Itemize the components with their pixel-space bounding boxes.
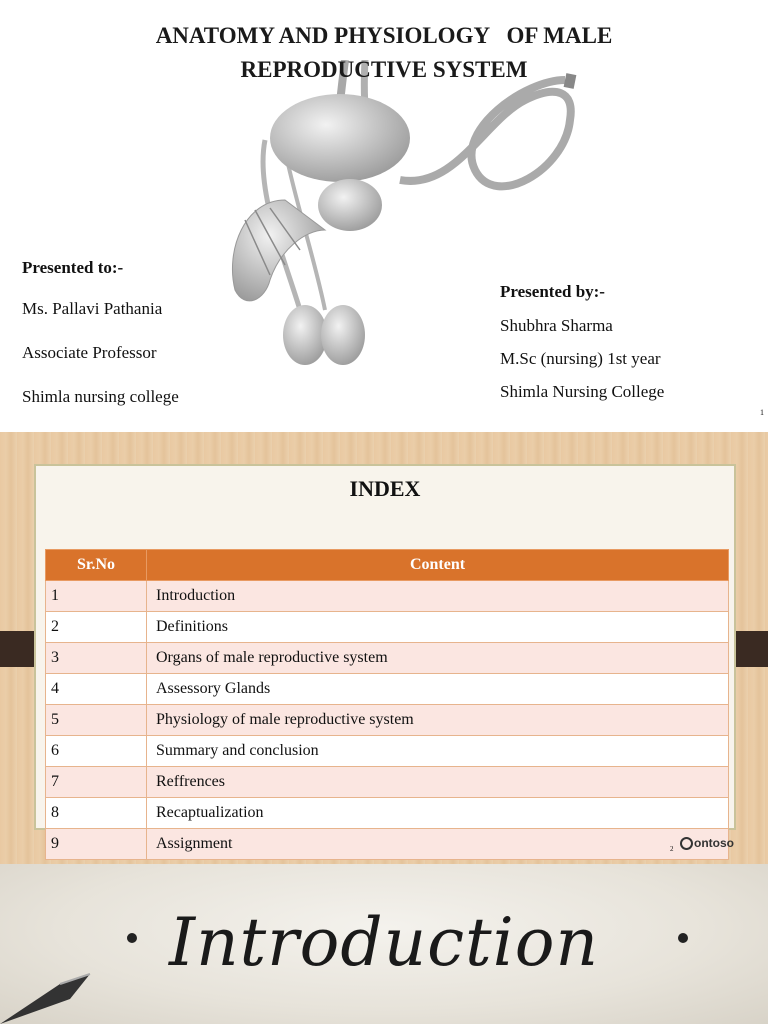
presented-to-name: Ms. Pallavi Pathania (22, 299, 163, 318)
row-content: Reffrences (147, 767, 729, 798)
row-content: Definitions (147, 612, 729, 643)
table-row (46, 705, 729, 736)
logo-text: ontoso (694, 836, 734, 850)
table-row (46, 798, 729, 829)
table-row (46, 674, 729, 705)
presented-by-name: Shubhra Sharma (500, 316, 613, 335)
table-header-row (46, 550, 729, 581)
title-line-2: REPRODUCTIVE SYSTEM (240, 57, 528, 82)
table-row (46, 767, 729, 798)
row-number: 6 (46, 736, 147, 767)
index-table (45, 549, 729, 860)
row-content: Recaptualization (147, 798, 729, 829)
column-header-content: Content (147, 550, 729, 581)
decorative-band-right (732, 631, 768, 667)
presented-to-heading: Presented to:- (22, 258, 124, 277)
presented-by-course: M.Sc (nursing) 1st year (500, 349, 661, 368)
title-line-1: ANATOMY AND PHYSIOLOGY OF MALE (155, 23, 613, 48)
row-number: 8 (46, 798, 147, 829)
table-row (46, 829, 729, 860)
page-number: 2 (670, 845, 674, 853)
row-number: 4 (46, 674, 147, 705)
row-content: Summary and conclusion (147, 736, 729, 767)
index-heading: INDEX (349, 476, 421, 501)
row-content: Organs of male reproductive system (147, 643, 729, 674)
page-number: 1 (760, 408, 764, 417)
table-row (46, 643, 729, 674)
row-number: 7 (46, 767, 147, 798)
row-content: Physiology of male reproductive system (147, 705, 729, 736)
presented-by-heading: Presented by:- (500, 282, 605, 301)
presented-by-institution: Shimla Nursing College (500, 382, 665, 401)
row-number: 5 (46, 705, 147, 736)
presented-to-block (22, 258, 179, 407)
row-content: Introduction (147, 581, 729, 612)
presentation-title (0, 19, 768, 87)
presented-by-block (500, 282, 664, 402)
table-row (46, 581, 729, 612)
table-row (46, 736, 729, 767)
index-slide (0, 432, 768, 864)
row-content: Assignment (147, 829, 729, 860)
logo-c-icon (680, 837, 693, 850)
presented-to-institution: Shimla nursing college (22, 387, 179, 406)
introduction-heading: Introduction (169, 904, 599, 981)
bullet-dot-icon (678, 933, 688, 943)
brand-logo (680, 836, 734, 850)
title-slide (0, 0, 768, 432)
row-number: 1 (46, 581, 147, 612)
row-number: 3 (46, 643, 147, 674)
row-number: 9 (46, 829, 147, 860)
fountain-pen-icon (0, 964, 150, 1024)
table-row (46, 612, 729, 643)
column-header-srno: Sr.No (46, 550, 147, 581)
presented-to-role: Associate Professor (22, 343, 157, 362)
row-number: 2 (46, 612, 147, 643)
row-content: Assessory Glands (147, 674, 729, 705)
introduction-slide (0, 864, 768, 1024)
